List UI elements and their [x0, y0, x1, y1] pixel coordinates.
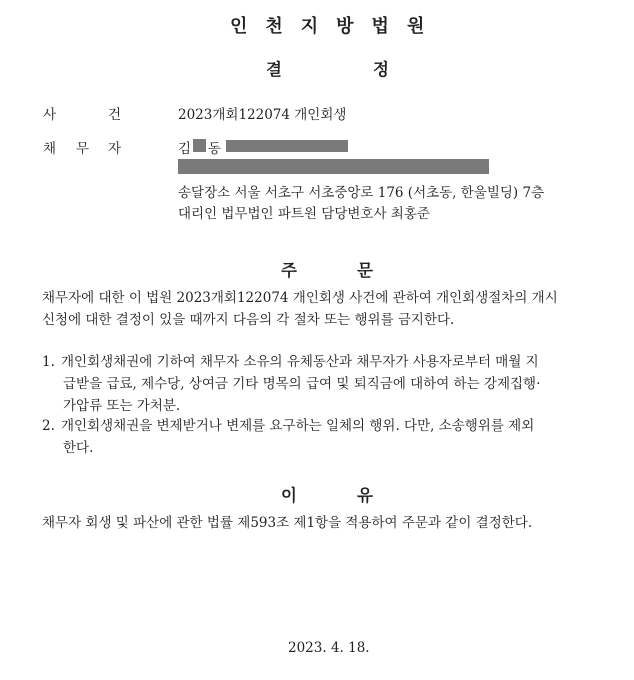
doc-type-left: 결 — [266, 60, 282, 79]
item-1-line-3: 가압류 또는 가처분. — [63, 398, 181, 414]
debtor-name-last: 동 — [208, 141, 222, 157]
order-heading-left: 주 — [281, 261, 297, 280]
decision-date: 2023. 4. 18. — [288, 640, 370, 656]
debtor-label-2: 무 — [76, 141, 90, 157]
reason-heading-left: 이 — [281, 486, 297, 505]
case-label-2: 건 — [108, 107, 122, 123]
doc-type-right: 정 — [373, 60, 389, 79]
reason-text: 채무자 회생 및 파산에 관한 법률 제593조 제1항을 적용하여 주문과 같이 결정한다. — [42, 515, 533, 531]
order-heading-right: 문 — [357, 261, 373, 280]
order-intro — [42, 287, 614, 331]
redaction-address — [178, 159, 489, 174]
item-2-number: 2. — [42, 418, 55, 434]
item-1-number: 1. — [42, 354, 55, 370]
delivery-address: 송달장소 서울 서초구 서초중앙로 176 (서초동, 한울빌딩) 7층 — [178, 185, 545, 201]
debtor-label-3: 자 — [108, 141, 122, 157]
reason-heading-right: 유 — [357, 486, 373, 505]
item-1-line-2: 급받을 급료, 제수당, 상여금 기타 명목의 급여 및 퇴직금에 대하여 하는 강제집행· — [63, 376, 541, 392]
order-intro-line-2: 신청에 대한 결정이 있을 때까지 다음의 각 절차 또는 행위를 금지한다. — [42, 312, 455, 328]
redaction-id — [226, 140, 348, 152]
legal-agent: 대리인 법무법인 파트원 담당변호사 최홍준 — [178, 206, 430, 222]
court-name: 인천지방법원 — [230, 16, 443, 37]
item-2-line-2: 한다. — [63, 440, 94, 456]
item-2-line-1: 개인회생채권을 변제받거나 변제를 요구하는 일체의 행위. 다만, 소송행위를 제외 — [61, 418, 535, 434]
debtor-name-first: 김 — [178, 141, 192, 157]
case-label-1: 사 — [43, 107, 57, 123]
item-1-line-1: 개인회생채권에 기하여 채무자 소유의 유체동산과 채무자가 사용자로부터 매월 지 — [61, 354, 539, 370]
redaction-name — [193, 139, 206, 152]
order-intro-line-1: 채무자에 대한 이 법원 2023개회122074 개인회생 사건에 관하여 개인회생절차의 개시 — [42, 290, 558, 306]
debtor-label-1: 채 — [43, 141, 57, 157]
case-number: 2023개회122074 개인회생 — [178, 107, 347, 123]
